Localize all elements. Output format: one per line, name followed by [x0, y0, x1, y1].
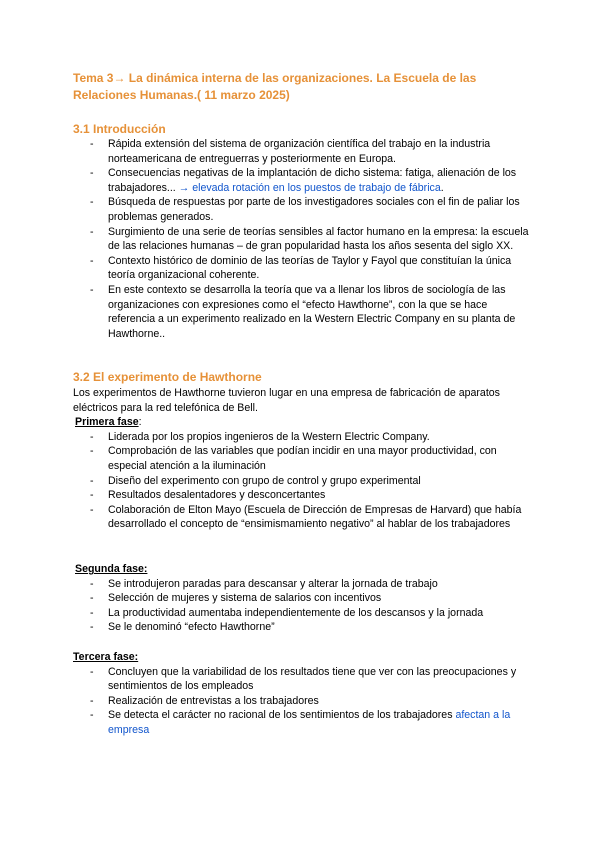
- phase3-heading: [73, 650, 533, 665]
- bullet: -: [90, 621, 94, 634]
- page-title: Tema 3→ La dinámica interna de las organizaciones. La Escuela de las Relaciones Humanas.( 11 marzo 2025): [73, 71, 477, 102]
- list-item: [73, 708, 533, 737]
- phase1-colon: :: [138, 416, 142, 429]
- list-item: [73, 665, 533, 694]
- list-item: [73, 577, 533, 592]
- bullet: -: [90, 283, 94, 296]
- list-item-text: Consecuencias negativas de la implantación de dicho sistema: fatiga, alienación de los trabajadores...: [108, 167, 517, 194]
- list-item: [73, 166, 533, 195]
- list-item: [73, 474, 533, 489]
- phase1-label: Primera fase: [75, 416, 139, 429]
- list-item-text: Concluyen que la variabilidad de los resultados tiene que ver con las preocupaciones y sentimientos de los empleados: [108, 665, 517, 693]
- list-item: [73, 444, 533, 473]
- list-item-text: Selección de mujeres y sistema de salarios con incentivos: [108, 592, 382, 605]
- bullet: -: [90, 694, 94, 707]
- list-item: [73, 591, 533, 606]
- bullet: -: [90, 138, 94, 150]
- bullet: -: [90, 709, 94, 722]
- list-item-text: Contexto histórico de dominio de las teorías de Taylor y Fayol que constituían la única teoría organizacional coherente.: [108, 254, 512, 282]
- bullet: -: [90, 606, 94, 619]
- list-item-text: Rápida extensión del sistema de organización científica del trabajo en la industria norteamericana de entreguerras y posteriormente en Europa.: [108, 138, 491, 165]
- bullet: -: [90, 474, 94, 487]
- list-item: [73, 430, 533, 445]
- intro-paragraph: Los experimentos de Hawthorne tuvieron lugar en una empresa de fabricación de aparatos eléctricos para la red telefónica de Bell.: [73, 387, 500, 414]
- list-item-text: Se introdujeron paradas para descansar y alterar la jornada de trabajo: [108, 577, 438, 590]
- bullet: -: [90, 503, 94, 516]
- list-item-link[interactable]: → elevada rotación en los puestos de trabajo de fábrica: [178, 181, 441, 194]
- list-item: [73, 283, 533, 341]
- list-item: [73, 503, 533, 532]
- bullet: -: [90, 665, 94, 678]
- phase2-heading: [73, 562, 533, 577]
- section-heading-hawthorne: 3.2 El experimento de Hawthorne: [73, 370, 262, 384]
- list-item-text: La productividad aumentaba independientemente de los descansos y la jornada: [108, 606, 484, 619]
- phase2-list: [73, 577, 533, 635]
- list-item-text: Búsqueda de respuestas por parte de los investigadores sociales con el fin de paliar los problemas generados.: [108, 196, 520, 223]
- section-phase3: [73, 650, 533, 738]
- list-item-text: Comprobación de las variables que podían incidir en una mayor productividad, con especial atención a la iluminación: [108, 445, 497, 472]
- list-item: [73, 620, 533, 635]
- list-item: [73, 137, 533, 166]
- list-item-text: Realización de entrevistas a los trabajadores: [108, 694, 319, 707]
- list-item-text: Diseño del experimento con grupo de control y grupo experimental: [108, 474, 421, 487]
- list-item-text: En este contexto se desarrolla la teoría que va a llenar los libros de sociología de las organizaciones con expresiones como el “efecto Hawthorne”, con la que se hace referencia a un experimento realizado en la Western Electric Company en su planta de Hawthorne..: [108, 283, 516, 340]
- list-item: [73, 694, 533, 709]
- list-item-text: Se le denominó “efecto Hawthorne”: [108, 621, 275, 634]
- list-item: [73, 195, 533, 224]
- list-item-text: Liderada por los propios ingenieros de la Western Electric Company.: [108, 430, 430, 443]
- list-item: [73, 254, 533, 283]
- bullet: -: [90, 196, 94, 209]
- bullet: -: [90, 225, 94, 238]
- phase2-label: Segunda fase:: [75, 563, 148, 575]
- bullet: -: [90, 577, 94, 590]
- phase1-heading: [73, 415, 533, 430]
- section-introduccion: [73, 137, 533, 341]
- bullet: -: [90, 592, 94, 605]
- bullet: -: [90, 445, 94, 458]
- bullet: -: [90, 430, 94, 443]
- section-heading-introduccion: 3.1 Introducción: [73, 122, 166, 136]
- list-item: [73, 488, 533, 503]
- list-item-link[interactable]: afectan a la empresa: [108, 709, 511, 736]
- list-item-text: Se detecta el carácter no racional de los sentimientos de los trabajadores: [108, 709, 456, 722]
- bullet: -: [90, 167, 94, 180]
- section-hawthorne-intro: [73, 386, 533, 532]
- list-item-text: Colaboración de Elton Mayo (Escuela de Dirección de Empresas de Harvard) que había desarrollado el concepto de “ensimismamiento negativo” al hablar de los trabajadores: [108, 503, 522, 531]
- list-item-text: Resultados desalentadores y desconcertantes: [108, 489, 326, 502]
- phase3-list: [73, 665, 533, 738]
- list-item-tail: .: [440, 181, 444, 194]
- list-item: [73, 225, 533, 254]
- list-item-text: Surgimiento de una serie de teorías sensibles al factor humano en la empresa: la escuela de las relaciones humanas – de gran popularidad hasta los años sesenta del siglo XX.: [108, 225, 529, 253]
- bullet: -: [90, 489, 94, 502]
- bullet: -: [90, 254, 94, 267]
- section-phase2: [73, 562, 533, 635]
- phase1-list: [73, 430, 533, 532]
- list-item: [73, 606, 533, 621]
- phase3-label: Tercera fase:: [73, 651, 139, 663]
